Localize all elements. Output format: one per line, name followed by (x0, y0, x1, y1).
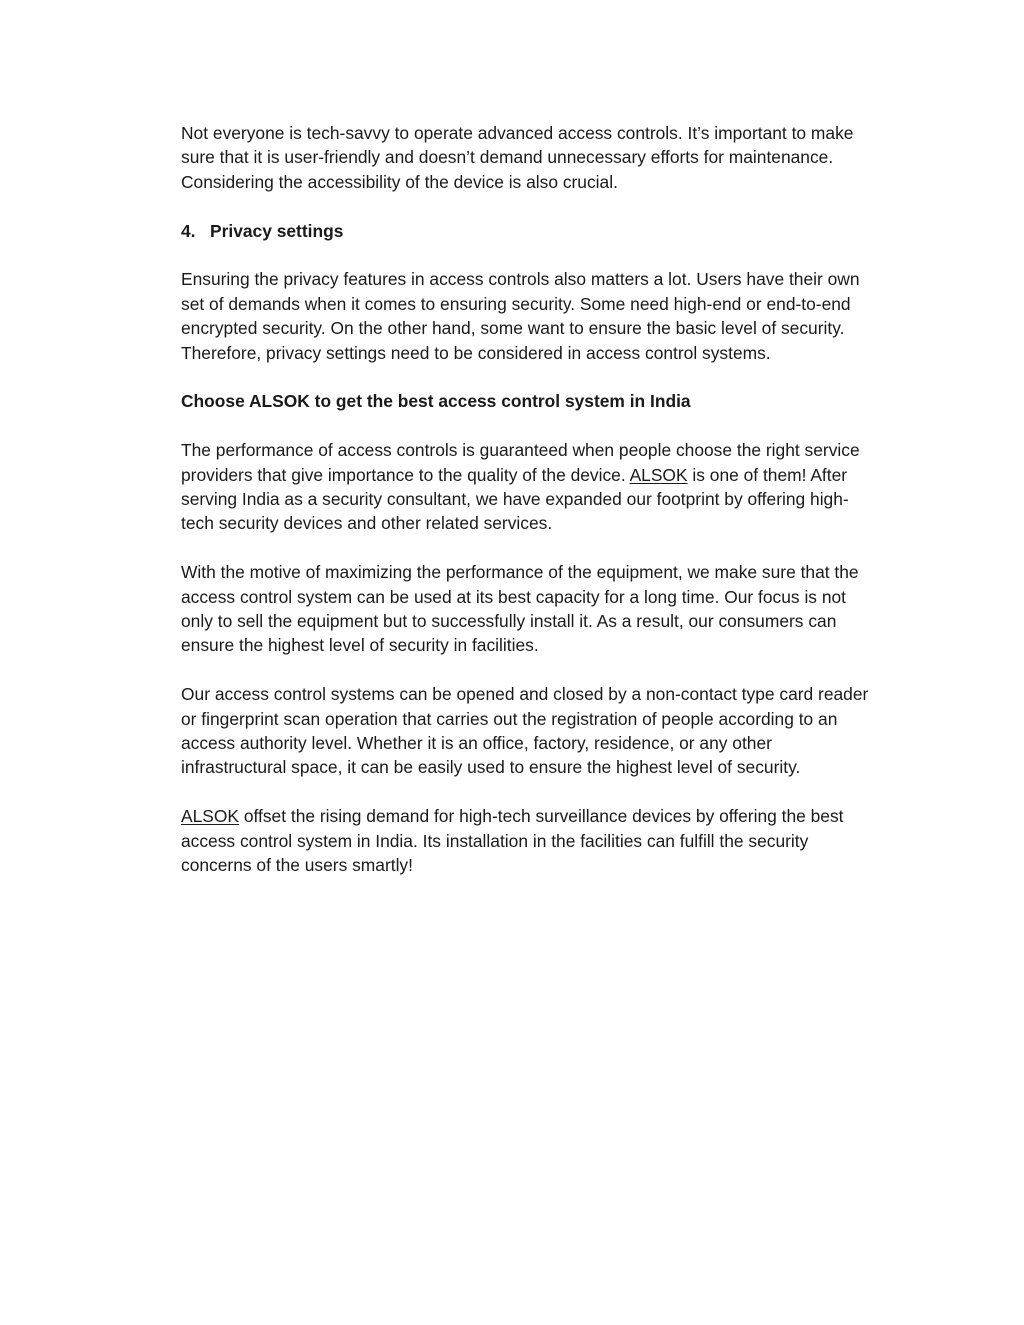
text-line: With the motive of maximizing the performance of the equipment, we make sure that the (181, 562, 859, 583)
text-line: access control system in India. Its installation in the facilities can fulfill the security (181, 830, 809, 851)
paragraph-privacy (181, 267, 911, 365)
text-line: Not everyone is tech-savvy to operate advanced access controls. It’s important to make (181, 123, 854, 143)
text-line: encrypted security. On the other hand, some want to ensure the basic level of security. (181, 318, 845, 339)
section-heading-privacy-settings (181, 219, 911, 243)
text-line: Our access control systems can be opened and closed by a non-contact type card reader (181, 684, 869, 705)
text-line: ensure the highest level of security in facilities. (181, 635, 539, 656)
paragraph-conclusion (181, 804, 911, 877)
paragraph-usability (181, 121, 911, 194)
alsok-link[interactable]: ALSOK (629, 464, 688, 485)
list-number: 4. (181, 220, 196, 241)
text-line: only to sell the equipment but to successfully install it. As a result, our consumers can (181, 611, 837, 632)
heading-text: Privacy settings (210, 220, 344, 241)
paragraph-systems (181, 682, 911, 780)
text-segment: offset the rising demand for high-tech surveillance devices by offering the best (239, 806, 844, 827)
heading-text: Choose ALSOK to get the best access control system in India (181, 391, 691, 412)
text-line: sure that it is user-friendly and doesn’t demand unnecessary efforts for maintenance. (181, 147, 834, 168)
text-line: tech security devices and other related services. (181, 513, 553, 534)
text-line: Therefore, privacy settings need to be considered in access control systems. (181, 342, 771, 363)
text-segment: providers that give importance to the quality of the device. (181, 464, 630, 485)
section-heading-choose-alsok (181, 389, 911, 413)
text-segment: is one of them! After (687, 464, 848, 485)
text-line: serving India as a security consultant, we have expanded our footprint by offering high- (181, 489, 849, 510)
alsok-link[interactable]: ALSOK (181, 806, 239, 827)
text-line: access authority level. Whether it is an office, factory, residence, or any other (181, 733, 772, 754)
text-line: set of demands when it comes to ensuring security. Some need high-end or end-to-end (181, 293, 851, 314)
text-line: The performance of access controls is guaranteed when people choose the right service (181, 440, 860, 461)
text-line: or fingerprint scan operation that carries out the registration of people according to an (181, 708, 838, 729)
paragraph-motive (181, 560, 911, 658)
paragraph-performance (181, 438, 911, 536)
document-body (181, 121, 911, 902)
text-line: infrastructural space, it can be easily used to ensure the highest level of security. (181, 757, 801, 778)
text-line: Considering the accessibility of the device is also crucial. (181, 171, 618, 192)
text-line (181, 463, 911, 487)
text-line: access control system can be used at its best capacity for a long time. Our focus is not (181, 586, 847, 607)
text-line: concerns of the users smartly! (181, 855, 413, 876)
text-line: Ensuring the privacy features in access controls also matters a lot. Users have their own (181, 269, 860, 290)
text-line (181, 804, 911, 828)
